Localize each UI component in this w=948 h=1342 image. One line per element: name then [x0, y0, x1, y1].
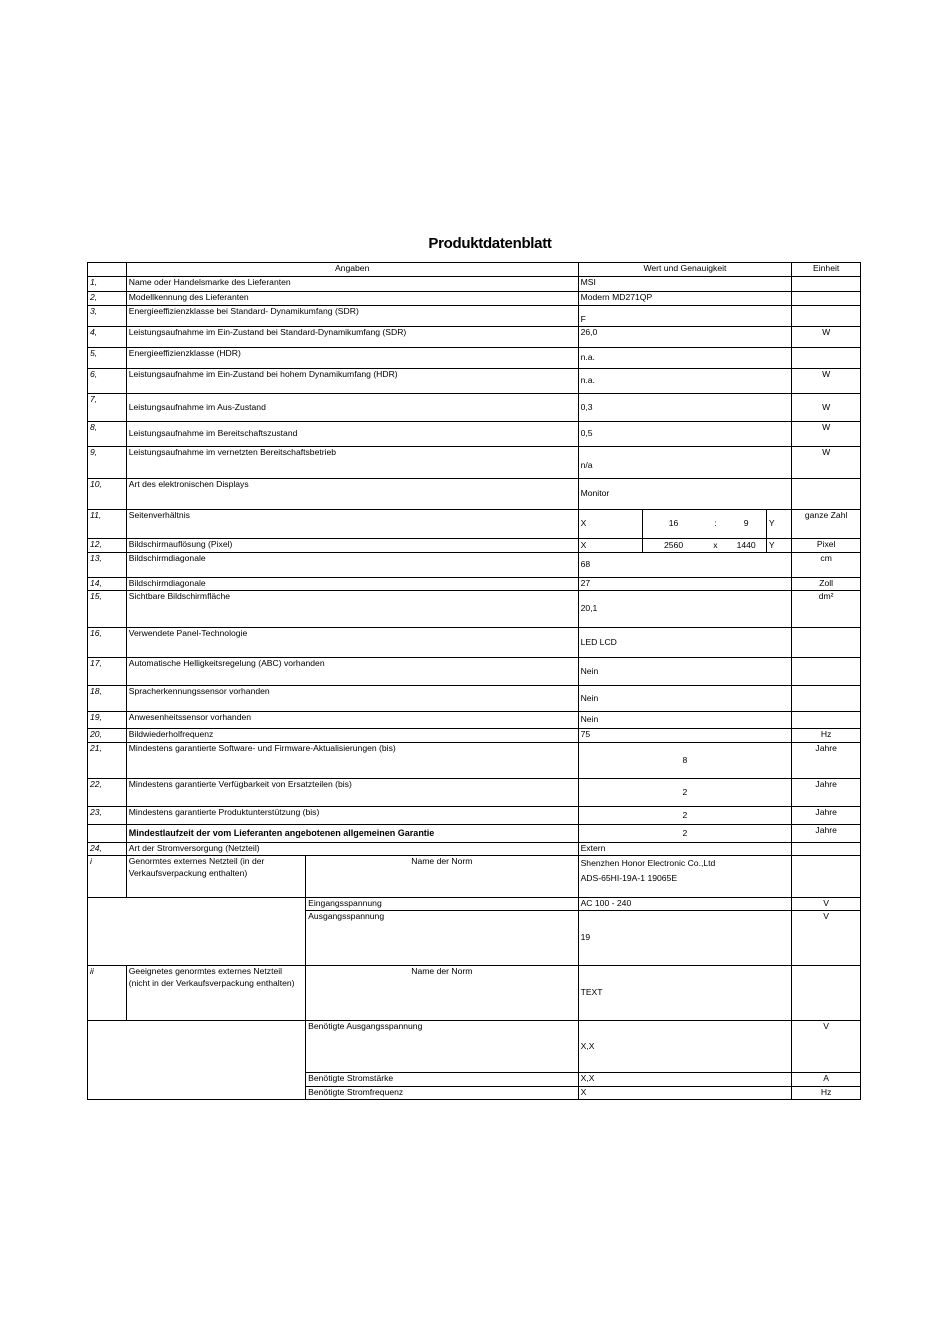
psu2-norm-row	[88, 966, 861, 1021]
row-unit: Jahre	[792, 743, 861, 779]
psu2-norm-value: TEXT	[578, 966, 792, 1021]
psu2-label: Geeignetes genormtes externes Netzteil (nicht in der Verkaufsverpackung enthalten)	[126, 966, 305, 1021]
row-number: 10,	[88, 479, 127, 510]
row-number: 13,	[88, 553, 127, 578]
row-value: MSI	[578, 277, 792, 292]
header-wert: Wert und Genauigkeit	[578, 263, 792, 277]
row-value: F	[578, 306, 792, 327]
psu2-voltage-unit: V	[792, 1021, 861, 1073]
resolution-y-cell: Y	[766, 539, 791, 553]
row-value: 0,5	[578, 422, 792, 447]
product-data-table	[87, 262, 861, 1100]
row-unit: W	[792, 447, 861, 479]
psu2-blank-cell	[88, 1021, 306, 1100]
resolution-b-cell: 1440	[726, 539, 766, 553]
table-row	[88, 591, 861, 628]
row-label: Sichtbare Bildschirmfläche	[126, 591, 578, 628]
table-row	[88, 553, 861, 578]
aspect-a-cell: 16	[642, 510, 704, 539]
table-row	[88, 628, 861, 658]
row-label: Leistungsaufnahme im Ein-Zustand bei hohem Dynamikumfang (HDR)	[126, 369, 578, 394]
table-row	[88, 306, 861, 327]
row-label: Bildschirmdiagonale	[126, 578, 578, 591]
row-unit: Hz	[792, 729, 861, 743]
table-row	[88, 578, 861, 591]
row-number: 4,	[88, 327, 127, 348]
row-value: LED LCD	[578, 628, 792, 658]
table-row	[88, 447, 861, 479]
row-unit: ganze Zahl	[792, 510, 861, 539]
row-unit: Jahre	[792, 825, 861, 843]
psu2-voltage-row	[88, 1021, 861, 1073]
psu2-norm-label: Name der Norm	[306, 966, 578, 1021]
psu1-blank-cell	[88, 898, 306, 966]
row-unit: Jahre	[792, 779, 861, 807]
row-number: 17,	[88, 658, 127, 686]
row-value: 27	[578, 578, 792, 591]
row-label: Mindestens garantierte Produktunterstützung (bis)	[126, 807, 578, 825]
psu1-norm-model: ADS-65HI-19A-1 19065E	[580, 872, 678, 883]
table-row	[88, 712, 861, 729]
row-unit: Zoll	[792, 578, 861, 591]
table-row	[88, 327, 861, 348]
header-einheit: Einheit	[792, 263, 861, 277]
row-label: Name oder Handelsmarke des Lieferanten	[126, 277, 578, 292]
resolution-sep-cell: x	[704, 539, 726, 553]
header-num-cell	[88, 263, 127, 277]
row-value: 2	[578, 807, 792, 825]
header-angaben: Angaben	[126, 263, 578, 277]
row-label: Art des elektronischen Displays	[126, 479, 578, 510]
table-row	[88, 825, 861, 843]
row-value: 26,0	[578, 327, 792, 348]
row-unit	[792, 686, 861, 712]
row-label: Bildschirmdiagonale	[126, 553, 578, 578]
row-label: Bildschirmauflösung (Pixel)	[126, 539, 578, 553]
row-number: 22,	[88, 779, 127, 807]
row-value: 2	[578, 779, 792, 807]
row-label: Leistungsaufnahme im vernetzten Bereitschaftsbetrieb	[126, 447, 578, 479]
psu1-norm-row	[88, 856, 861, 898]
row-unit	[792, 628, 861, 658]
row-number: 7,	[88, 394, 127, 422]
table-row	[88, 510, 861, 539]
psu1-norm-manufacturer: Shenzhen Honor Electronic Co.,Ltd	[580, 858, 716, 868]
table-row	[88, 658, 861, 686]
row-label: Leistungsaufnahme im Ein-Zustand bei Standard-Dynamikumfang (SDR)	[126, 327, 578, 348]
psu1-norm-label: Name der Norm	[306, 856, 578, 898]
aspect-sep-cell: :	[704, 510, 726, 539]
row-unit	[792, 712, 861, 729]
table-row	[88, 292, 861, 306]
psu2-current-value: X,X	[578, 1073, 792, 1087]
psu1-input-unit: V	[792, 898, 861, 911]
row-number: 1,	[88, 277, 127, 292]
row-label: Modellkennung des Lieferanten	[126, 292, 578, 306]
row-unit: W	[792, 327, 861, 348]
table-row	[88, 277, 861, 292]
psu2-number: ii	[88, 966, 127, 1021]
row-unit	[792, 479, 861, 510]
table-row	[88, 369, 861, 394]
psu1-output-value: 19	[578, 911, 792, 966]
aspect-y-cell: Y	[766, 510, 791, 539]
row-number: 18,	[88, 686, 127, 712]
psu1-input-label: Eingangsspannung	[306, 898, 578, 911]
row-label: Art der Stromversorgung (Netzteil)	[126, 843, 578, 856]
row-unit	[792, 658, 861, 686]
psu1-norm-unit	[792, 856, 861, 898]
row-value: Extern	[578, 843, 792, 856]
row-value: 20,1	[578, 591, 792, 628]
row-unit: cm	[792, 553, 861, 578]
row-unit: W	[792, 422, 861, 447]
row-label: Anwesenheitssensor vorhanden	[126, 712, 578, 729]
row-number	[88, 825, 127, 843]
row-unit: Pixel	[792, 539, 861, 553]
page-title: Produktdatenblatt	[428, 235, 552, 252]
psu2-norm-unit	[792, 966, 861, 1021]
row-label: Automatische Helligkeitsregelung (ABC) vorhanden	[126, 658, 578, 686]
row-number: 8,	[88, 422, 127, 447]
row-value: n/a	[578, 447, 792, 479]
row-label: Leistungsaufnahme im Aus-Zustand	[126, 394, 578, 422]
row-label: Mindestens garantierte Software- und Firmware-Aktualisierungen (bis)	[126, 743, 578, 779]
table-row	[88, 539, 861, 553]
row-value: 0,3	[578, 394, 792, 422]
row-label: Energieeffizienzklasse (HDR)	[126, 348, 578, 369]
row-number: 24,	[88, 843, 127, 856]
psu1-output-unit: V	[792, 911, 861, 966]
row-number: 16,	[88, 628, 127, 658]
psu1-label: Genormtes externes Netzteil (in der Verkaufsverpackung enthalten)	[126, 856, 305, 898]
row-value: n.a.	[578, 348, 792, 369]
row-label: Bildwiederholfrequenz	[126, 729, 578, 743]
row-number: 12,	[88, 539, 127, 553]
row-number: 20,	[88, 729, 127, 743]
aspect-b-cell: 9	[726, 510, 766, 539]
row-number: 9,	[88, 447, 127, 479]
row-number: 14,	[88, 578, 127, 591]
row-value: 8	[578, 743, 792, 779]
table-row	[88, 843, 861, 856]
table-row	[88, 686, 861, 712]
row-label: Mindestens garantierte Verfügbarkeit von Ersatzteilen (bis)	[126, 779, 578, 807]
row-label: Seitenverhältnis	[126, 510, 578, 539]
psu1-number: i	[88, 856, 127, 898]
table-row	[88, 779, 861, 807]
row-label: Energieeffizienzklasse bei Standard- Dynamikumfang (SDR)	[126, 306, 578, 327]
row-number: 11,	[88, 510, 127, 539]
table-row	[88, 807, 861, 825]
row-value: Modern MD271QP	[578, 292, 792, 306]
psu2-current-label: Benötigte Stromstärke	[306, 1073, 578, 1087]
psu1-norm-value	[578, 856, 792, 898]
psu2-frequency-label: Benötigte Stromfrequenz	[306, 1087, 578, 1100]
table-row	[88, 422, 861, 447]
row-number: 2,	[88, 292, 127, 306]
table-row	[88, 743, 861, 779]
row-unit: W	[792, 394, 861, 422]
row-unit	[792, 277, 861, 292]
psu1-output-label: Ausgangsspannung	[306, 911, 578, 966]
row-value: 75	[578, 729, 792, 743]
row-label: Leistungsaufnahme im Bereitschaftszustand	[126, 422, 578, 447]
row-unit	[792, 306, 861, 327]
row-number: 23,	[88, 807, 127, 825]
warranty-label: Mindestlaufzeit der vom Lieferanten angebotenen allgemeinen Garantie	[126, 825, 578, 843]
row-label: Verwendete Panel-Technologie	[126, 628, 578, 658]
table-row	[88, 348, 861, 369]
row-unit: W	[792, 369, 861, 394]
row-unit	[792, 348, 861, 369]
row-value: Nein	[578, 712, 792, 729]
psu2-voltage-label: Benötigte Ausgangsspannung	[306, 1021, 578, 1073]
table-header-row	[88, 263, 861, 277]
row-number: 6,	[88, 369, 127, 394]
psu2-frequency-value: X	[578, 1087, 792, 1100]
row-value: Monitor	[578, 479, 792, 510]
resolution-a-cell: 2560	[642, 539, 704, 553]
row-number: 19,	[88, 712, 127, 729]
table-row	[88, 729, 861, 743]
psu1-input-value: AC 100 - 240	[578, 898, 792, 911]
row-number: 15,	[88, 591, 127, 628]
row-value: Nein	[578, 686, 792, 712]
row-label: Spracherkennungssensor vorhanden	[126, 686, 578, 712]
aspect-x-cell: X	[578, 510, 642, 539]
resolution-x-cell: X	[578, 539, 642, 553]
row-value: n.a.	[578, 369, 792, 394]
psu2-frequency-unit: Hz	[792, 1087, 861, 1100]
psu2-voltage-value: X,X	[578, 1021, 792, 1073]
table-row	[88, 394, 861, 422]
row-unit: dm²	[792, 591, 861, 628]
row-number: 5,	[88, 348, 127, 369]
row-unit	[792, 292, 861, 306]
row-unit: Jahre	[792, 807, 861, 825]
row-value: 2	[578, 825, 792, 843]
row-number: 3,	[88, 306, 127, 327]
row-value: Nein	[578, 658, 792, 686]
row-unit	[792, 843, 861, 856]
row-number: 21,	[88, 743, 127, 779]
psu2-current-unit: A	[792, 1073, 861, 1087]
psu1-input-row	[88, 898, 861, 911]
row-value: 68	[578, 553, 792, 578]
table-row	[88, 479, 861, 510]
